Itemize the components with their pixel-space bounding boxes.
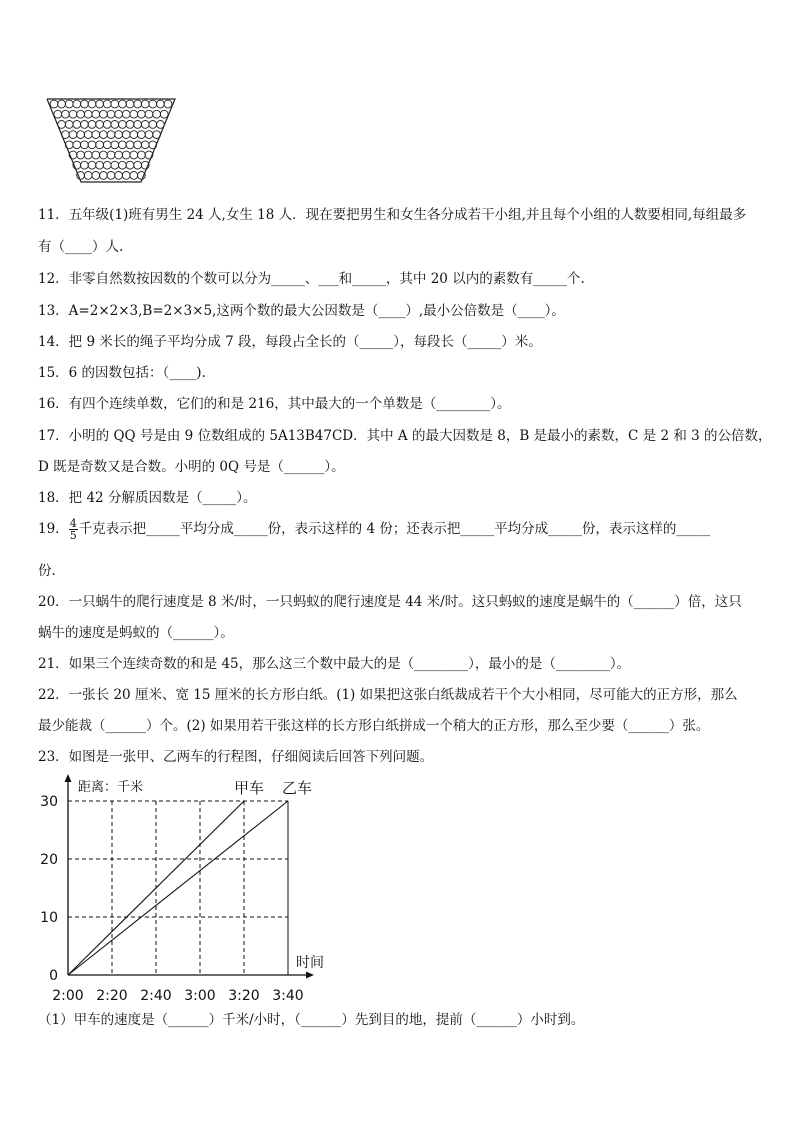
stack-circle xyxy=(149,121,157,129)
stack-circle xyxy=(92,110,100,118)
stack-circle xyxy=(115,172,123,180)
question-19-text: 千克表示把_____平均分成_____份，表示这样的 4 份；还表示把_____平均分成_____份，表示这样的_____ xyxy=(78,521,711,537)
stack-circle xyxy=(62,110,70,118)
stack-circle xyxy=(84,172,92,180)
stack-circle xyxy=(58,100,66,108)
question-11-line-2: 有（____）人. xyxy=(38,239,124,255)
question-18: 18．把 42 分解质因数是（_____）。 xyxy=(38,490,257,506)
stack-circle xyxy=(138,151,146,159)
circle-stack xyxy=(47,99,175,182)
stack-circle xyxy=(119,100,127,108)
stack-circle xyxy=(122,151,130,159)
x-tick-label: 3:00 xyxy=(184,988,216,1004)
series-line-yi xyxy=(68,801,288,975)
question-16: 16．有四个连续单数，它们的和是 216，其中最大的一个单数是（________）。 xyxy=(38,396,511,412)
series-label: 乙车 xyxy=(282,779,313,797)
chart-labels xyxy=(40,779,324,1004)
stack-circle xyxy=(145,131,153,139)
stack-circle xyxy=(100,131,108,139)
stack-circle xyxy=(107,151,115,159)
stack-circle xyxy=(84,151,92,159)
stack-circle xyxy=(145,110,153,118)
stack-circle xyxy=(119,141,127,149)
stack-circle xyxy=(65,121,73,129)
stack-circle xyxy=(100,151,108,159)
stack-circle xyxy=(115,151,123,159)
question-12: 12．非零自然数按因数的个数可以分为_____、___和_____，其中 20 以内的素数有_____个. xyxy=(38,271,585,287)
y-tick-label: 20 xyxy=(40,852,58,868)
stack-circle xyxy=(69,131,77,139)
series-label: 甲车 xyxy=(234,779,265,797)
stack-circle xyxy=(81,100,89,108)
stack-circle xyxy=(103,100,111,108)
x-axis-title: 时间 xyxy=(296,955,324,971)
stack-circle xyxy=(88,121,96,129)
stack-circle xyxy=(122,110,130,118)
stack-circle xyxy=(126,100,134,108)
stack-circle xyxy=(96,100,104,108)
y-axis-arrow xyxy=(65,774,72,782)
question-17-line-1: 17．小明的 QQ 号是由 9 位数组成的 5A13B47CD．其中 A 的最大因数是 8，B 是最小的素数，C 是 2 和 3 的公倍数， xyxy=(38,428,772,444)
stack-circle xyxy=(77,131,85,139)
stack-circle xyxy=(84,131,92,139)
question-19-prefix: 19． xyxy=(38,521,69,537)
stack-circle xyxy=(84,110,92,118)
stack-circle xyxy=(100,110,108,118)
stack-circle xyxy=(92,131,100,139)
stack-circle xyxy=(69,110,77,118)
question-19-line-2: 份. xyxy=(38,563,56,579)
stack-circle xyxy=(130,110,138,118)
stack-circle xyxy=(96,141,104,149)
stack-circle xyxy=(111,161,119,169)
stack-circle xyxy=(115,131,123,139)
stack-circle xyxy=(96,161,104,169)
question-20-line-2: 蜗牛的速度是蚂蚁的（______）。 xyxy=(38,625,234,641)
question-19-line-1 xyxy=(38,518,710,541)
x-tick-label: 2:40 xyxy=(140,988,172,1004)
stack-circle xyxy=(122,172,130,180)
y-tick-label: 10 xyxy=(40,910,58,926)
stack-circle xyxy=(141,141,149,149)
stack-circle xyxy=(100,172,108,180)
chart-series xyxy=(68,801,288,975)
stack-circle xyxy=(81,141,89,149)
stack-circle xyxy=(111,141,119,149)
stack-circle xyxy=(103,141,111,149)
stack-circle xyxy=(103,121,111,129)
stack-circle xyxy=(115,110,123,118)
stack-circle xyxy=(77,110,85,118)
fraction-denominator: 5 xyxy=(69,529,77,542)
fraction-four-fifths xyxy=(69,518,78,541)
stack-circle xyxy=(164,100,172,108)
y-axis-title: 距离：千米 xyxy=(78,780,144,795)
x-tick-label: 3:20 xyxy=(228,988,260,1004)
stack-circle xyxy=(126,161,134,169)
stack-circle xyxy=(88,161,96,169)
stack-circle xyxy=(73,141,81,149)
stack-circle xyxy=(81,161,89,169)
trapezoid-outline xyxy=(47,99,175,182)
y-tick-label: 30 xyxy=(40,794,58,810)
stack-circle xyxy=(88,100,96,108)
question-22-line-1: 22．一张长 20 厘米、宽 15 厘米的长方形白纸。(1) 如果把这张白纸裁成若干个大小相同，尽可能大的正方形，那么 xyxy=(38,687,738,703)
question-17-line-2: D 既是奇数又是合数。小明的 0Q 号是（______）。 xyxy=(38,459,345,475)
stack-circle xyxy=(107,110,115,118)
question-11-line-1: 11．五年级(1)班有男生 24 人,女生 18 人．现在要把男生和女生各分成若干小组,并且每个小组的人数要相同,每组最多 xyxy=(38,207,747,223)
y-tick-label: 0 xyxy=(49,968,58,984)
stacked-circles-figure xyxy=(45,98,177,184)
stack-circle xyxy=(149,100,157,108)
x-tick-label: 2:20 xyxy=(96,988,128,1004)
x-axis-arrow xyxy=(306,972,314,979)
question-23-sub-1: （1）甲车的速度是（______）千米/小时，（______）先到目的地，提前（______）小时到。 xyxy=(38,1012,585,1028)
stack-circle xyxy=(92,172,100,180)
question-15: 15．6 的因数包括：（____). xyxy=(38,365,206,381)
question-21: 21．如果三个连续奇数的和是 45，那么这三个数中最大的是（________），最小的是（________）。 xyxy=(38,656,631,672)
stack-circle xyxy=(122,131,130,139)
stack-circle xyxy=(73,100,81,108)
stack-circle xyxy=(88,141,96,149)
stack-circle xyxy=(138,131,146,139)
stack-circle xyxy=(96,121,104,129)
stack-circle xyxy=(134,161,142,169)
x-tick-label: 3:40 xyxy=(272,988,304,1004)
stack-circle xyxy=(107,131,115,139)
stack-circle xyxy=(160,110,168,118)
stack-circle xyxy=(134,141,142,149)
stack-circle xyxy=(130,151,138,159)
stack-circle xyxy=(103,161,111,169)
x-tick-label: 2:00 xyxy=(52,988,84,1004)
stack-circle xyxy=(126,121,134,129)
stack-circle xyxy=(141,121,149,129)
stack-circle xyxy=(141,100,149,108)
question-22-line-2: 最少能裁（______）个。(2) 如果用若干张这样的长方形白纸拼成一个稍大的正方形，那么至少要（______）张。 xyxy=(38,718,710,734)
stack-circle xyxy=(130,172,138,180)
question-14: 14．把 9 米长的绳子平均分成 7 段，每段占全长的（_____），每段长（_____）米。 xyxy=(38,334,542,350)
stack-circle xyxy=(50,100,58,108)
stack-circle xyxy=(65,100,73,108)
stack-circle xyxy=(119,121,127,129)
question-20-line-1: 20．一只蜗牛的爬行速度是 8 米/时，一只蚂蚁的爬行速度是 44 米/时。这只蚂蚁的速度是蜗牛的（______）倍，这只 xyxy=(38,594,742,610)
stack-circle xyxy=(157,100,165,108)
stack-circle xyxy=(107,172,115,180)
stack-circle xyxy=(134,121,142,129)
travel-chart xyxy=(30,772,350,1006)
stack-circle xyxy=(77,151,85,159)
stack-circle xyxy=(54,110,62,118)
stack-circle xyxy=(111,121,119,129)
stack-circle xyxy=(153,110,161,118)
stack-circle xyxy=(73,121,81,129)
stack-circle xyxy=(134,100,142,108)
stack-circle xyxy=(92,151,100,159)
stack-circle xyxy=(81,121,89,129)
stack-circle xyxy=(111,100,119,108)
question-23-intro: 23．如图是一张甲、乙两车的行程图，仔细阅读后回答下列问题。 xyxy=(38,749,434,765)
stack-circle xyxy=(130,131,138,139)
question-13: 13．A=2×2×3,B=2×3×5,这两个数的最大公因数是（____）,最小公倍数是（____）。 xyxy=(38,303,565,319)
stack-circle xyxy=(126,141,134,149)
fraction-numerator: 4 xyxy=(69,517,77,530)
stack-circle xyxy=(119,161,127,169)
stack-circle xyxy=(138,110,146,118)
